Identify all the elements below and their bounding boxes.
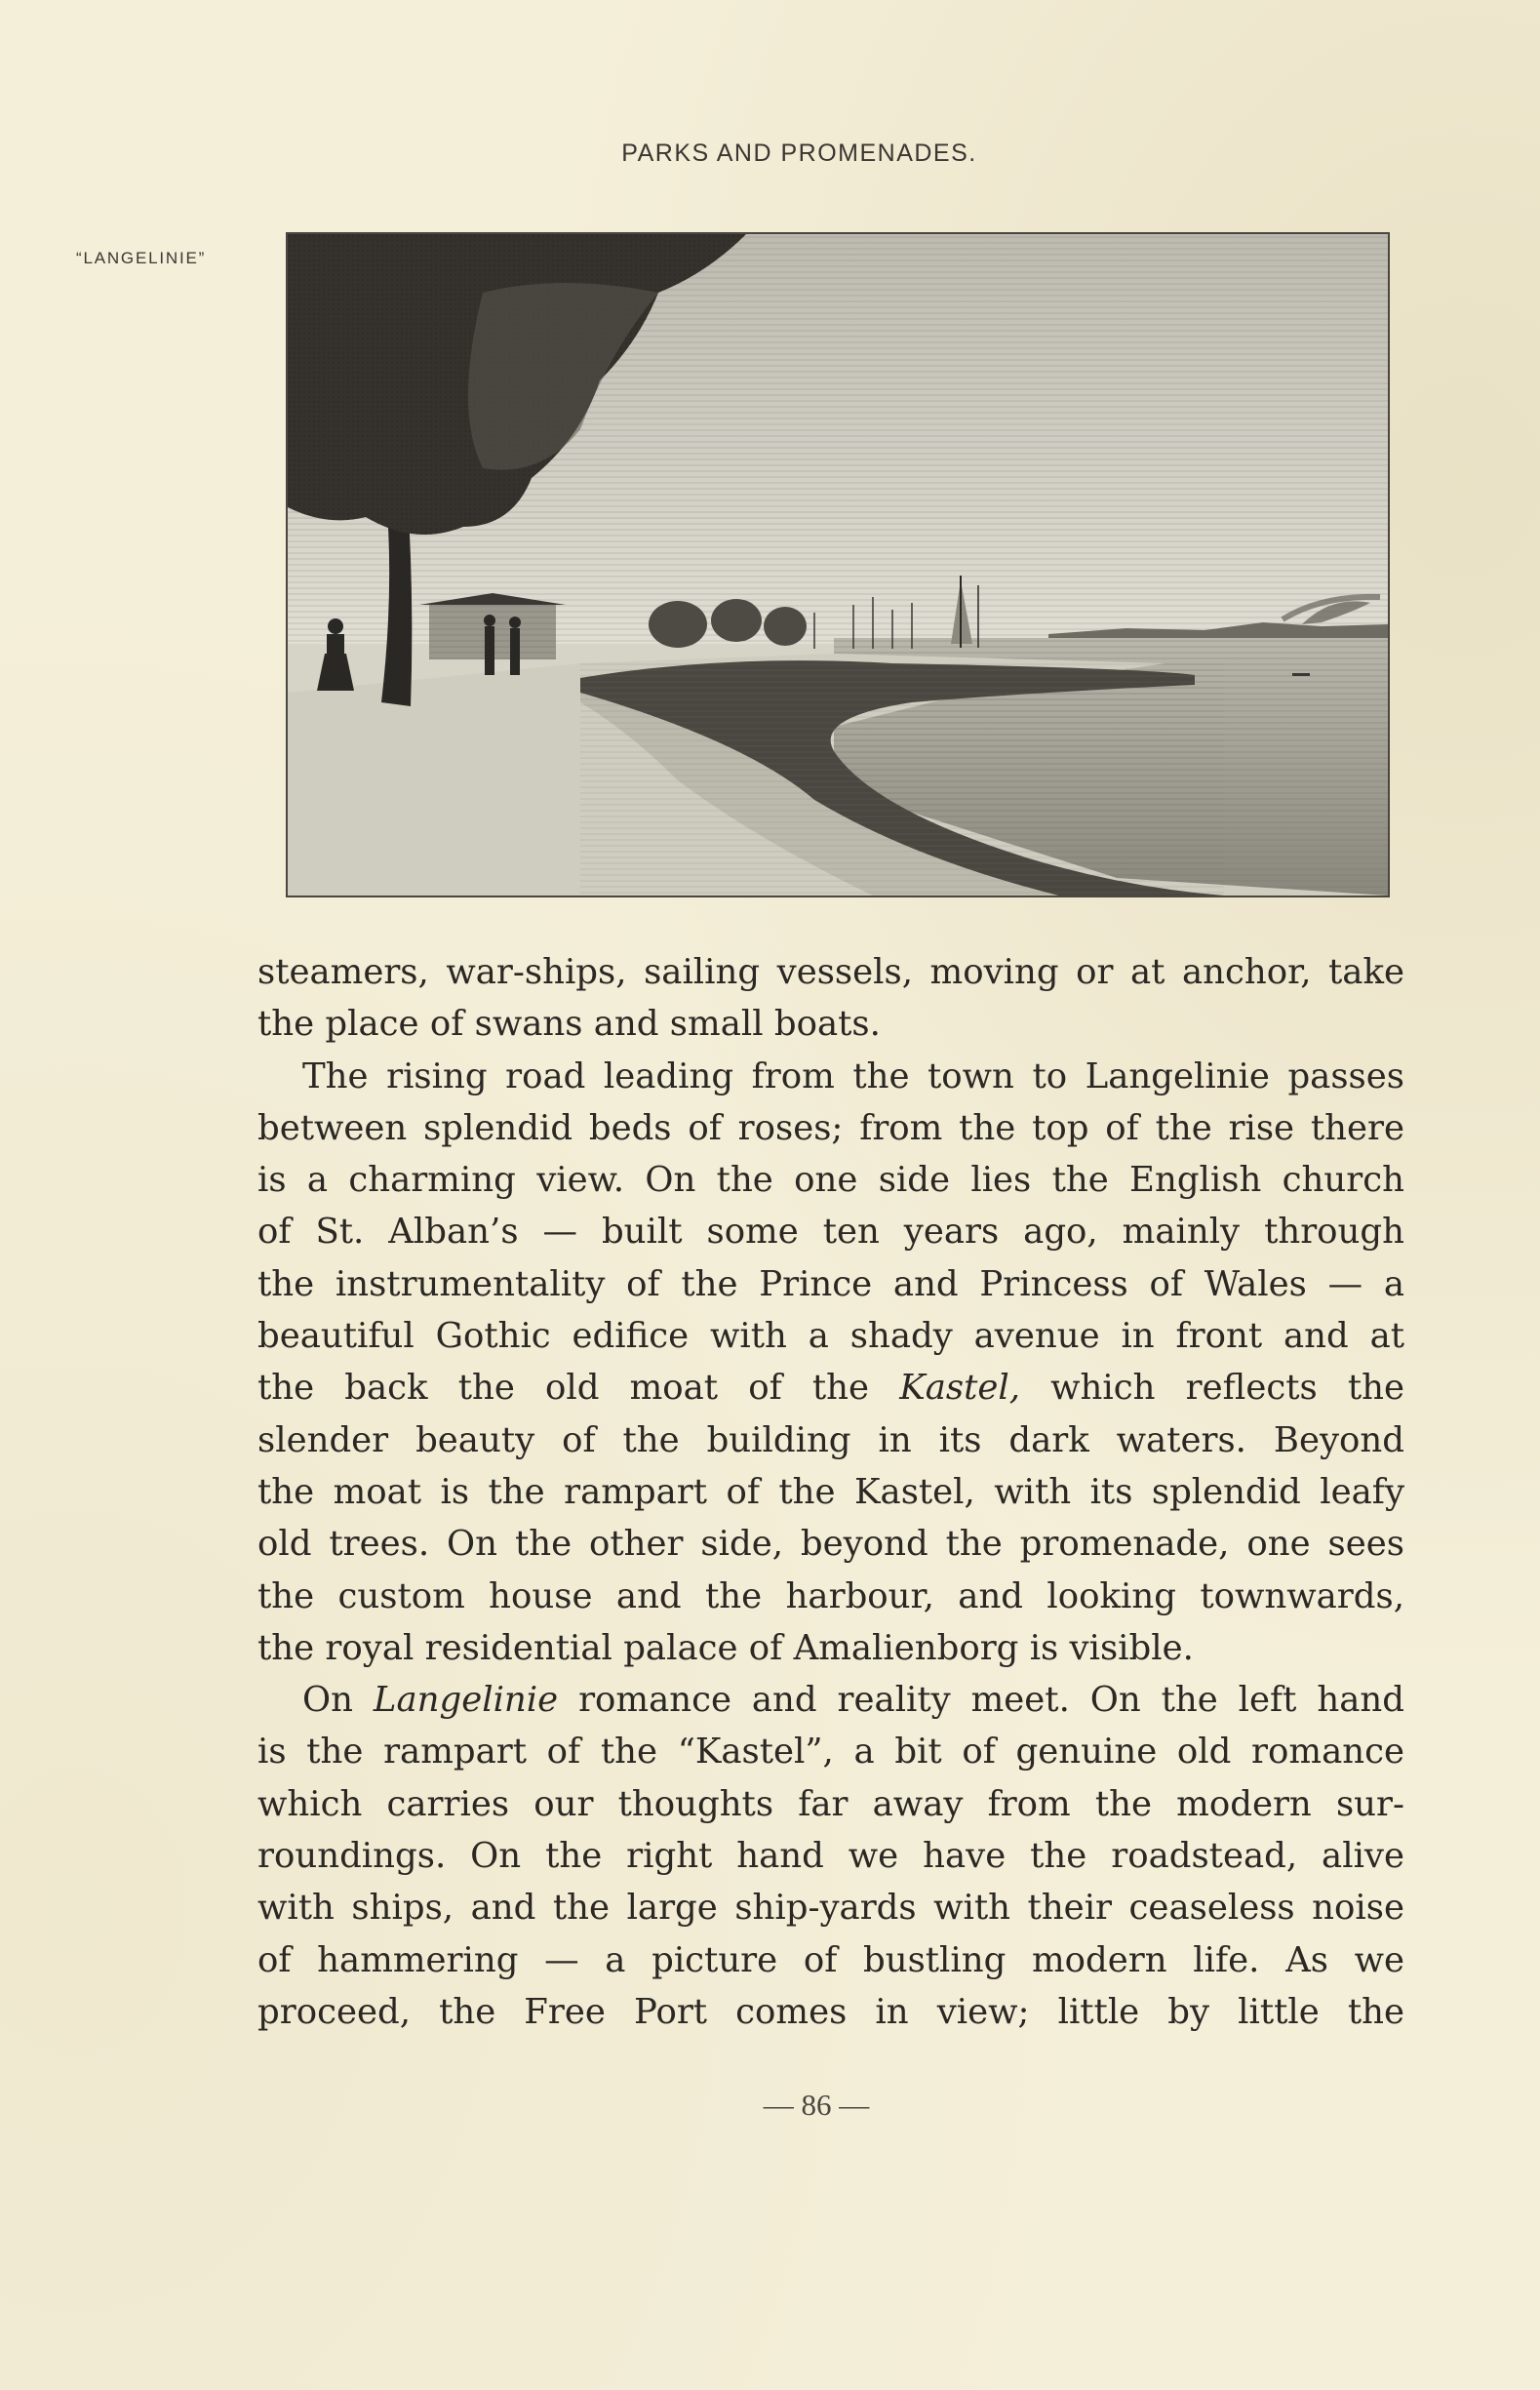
italic-word-kastel: Kastel, [899, 1368, 1021, 1409]
text-line: the royal residential palace of Amalienborg is visible. [257, 1627, 1194, 1668]
text-line: old trees. On the other side, beyond the promenade, one sees [257, 1524, 1404, 1565]
italic-word-langelinie: Langelinie [373, 1680, 559, 1721]
text-line: steamers, war-ships, sailing vessels, moving or at anchor, take [257, 952, 1404, 992]
text-line: beautiful Gothic edifice with a shady avenue in front and at [257, 1316, 1404, 1357]
text-segment: On [302, 1680, 353, 1721]
text-line: the instrumentality of the Prince and Princess of Wales — a [257, 1263, 1404, 1304]
text-line: roundings. On the right hand we have the roadstead, alive [257, 1836, 1404, 1877]
text-line: the moat is the rampart of the Kastel, with its splendid leafy [257, 1471, 1404, 1512]
page-number: — 86 — [763, 2088, 870, 2122]
text-line: is a charming view. On the one side lies the English church [257, 1160, 1404, 1201]
text-line: slender beauty of the building in its dark waters. Beyond [257, 1419, 1404, 1460]
text-line [257, 1362, 1404, 1414]
text-segment: which reflects the [1050, 1368, 1404, 1409]
illustration-caption: “LANGELINIE” [76, 249, 207, 267]
text-line: The rising road leading from the town to Langelinie passes [302, 1056, 1404, 1096]
text-segment: romance and reality meet. On the left hand [578, 1680, 1404, 1721]
running-head: PARKS AND PROMENADES. [621, 139, 977, 167]
text-line: between splendid beds of roses; from the top of the rise there [257, 1107, 1404, 1148]
text-line: proceed, the Free Port comes in view; little by little the [257, 1991, 1404, 2032]
text-line [257, 1674, 1404, 1726]
text-line: is the rampart of the “Kastel”, a bit of genuine old romance [257, 1732, 1404, 1773]
text-line: with ships, and the large ship-yards with their ceaseless noise [257, 1888, 1404, 1929]
text-line: of hammering — a picture of bustling modern life. As we [257, 1939, 1404, 1980]
text-segment: the back the old moat of the [257, 1368, 870, 1409]
body-text [257, 946, 1404, 2038]
text-line: the place of swans and small boats. [257, 1004, 881, 1045]
illustration-langelinie [286, 232, 1390, 897]
engraving-drawing [288, 234, 1388, 896]
text-line: of St. Alban’s — built some ten years ago, mainly through [257, 1212, 1404, 1253]
text-line: the custom house and the harbour, and looking townwards, [257, 1575, 1404, 1616]
text-line: which carries our thoughts far away from the modern sur- [257, 1783, 1404, 1824]
